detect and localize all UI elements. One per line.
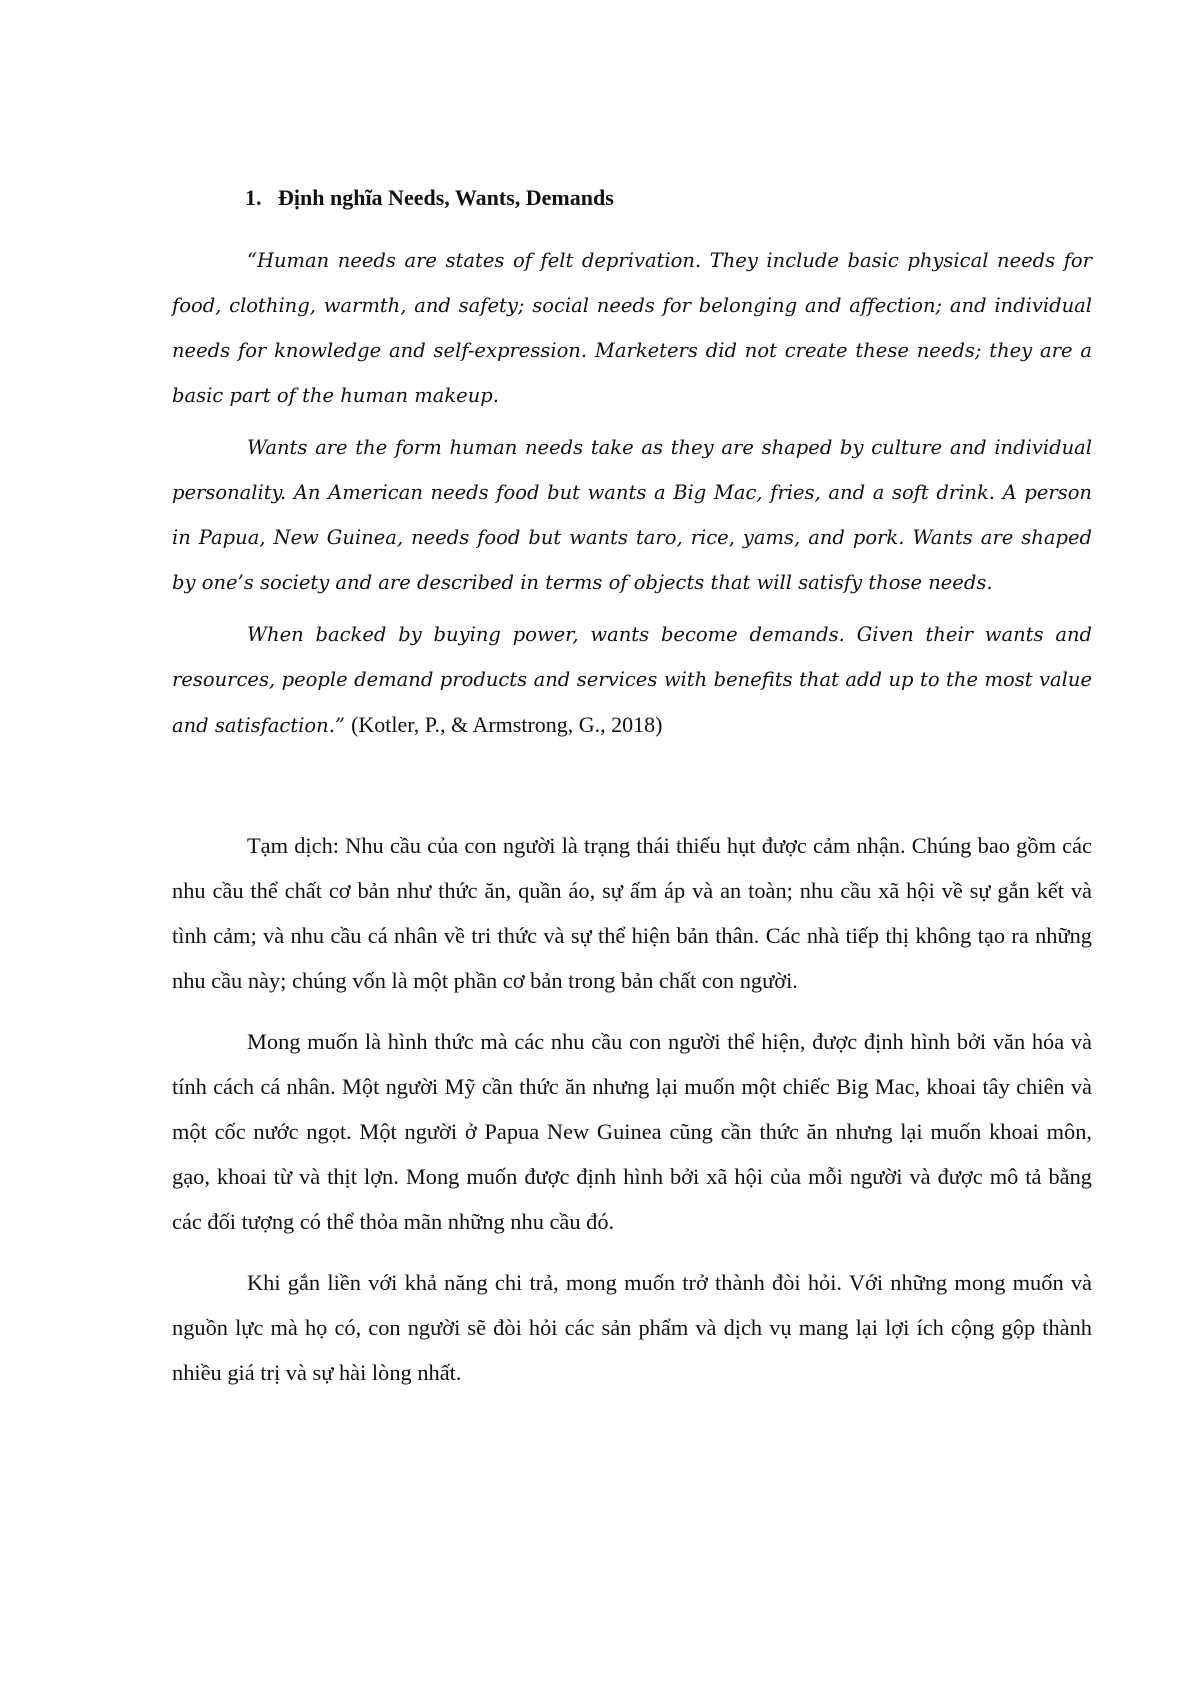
- quote-paragraph-demands: [172, 612, 1092, 748]
- translation-paragraph-wants: Mong muốn là hình thức mà các nhu cầu con người thể hiện, được định hình bởi văn hóa và tính cách cá nhân. Một người Mỹ cần thức ăn nhưng lại muốn một chiếc Big Mac, khoai tây chiên và một cốc nước ngọt. Một người ở Papua New Guinea cũng cần thức ăn nhưng lại muốn khoai môn, gạo, khoai từ và thịt lợn. Mong muốn được định hình bởi xã hội của mỗi người và được mô tả bằng các đối tượng có thể thỏa mãn những nhu cầu đó.: [172, 1029, 1092, 1234]
- quote-paragraph-wants: Wants are the form human needs take as they are shaped by culture and individual personality. An American needs food but wants a Big Mac, fries, and a soft drink. A person in Papua, New Guinea, needs food but wants taro, rice, yams, and pork. Wants are shaped by one’s society and are described in terms of objects that will satisfy those needs.: [172, 436, 1092, 594]
- translation-paragraph-needs: Tạm dịch: Nhu cầu của con người là trạng thái thiếu hụt được cảm nhận. Chúng bao gồm các nhu cầu thể chất cơ bản như thức ăn, quần áo, sự ấm áp và an toàn; nhu cầu xã hội về sự gắn kết và tình cảm; và nhu cầu cá nhân về tri thức và sự thể hiện bản thân. Các nhà tiếp thị không tạo ra những nhu cầu này; chúng vốn là một phần cơ bản trong bản chất con người.: [172, 833, 1092, 993]
- quote-paragraph-needs: “Human needs are states of felt deprivation. They include basic physical needs for food, clothing, warmth, and safety; social needs for belonging and affection; and individual needs for knowledge and self-expression. Marketers did not create these needs; they are a basic part of the human makeup.: [172, 249, 1092, 407]
- section-heading: [245, 183, 614, 213]
- english-quote: [172, 238, 1092, 748]
- quote-citation: (Kotler, P., & Armstrong, G., 2018): [351, 712, 663, 737]
- vietnamese-translation: [172, 823, 1092, 1395]
- translation-paragraph-demands: Khi gắn liền với khả năng chi trả, mong muốn trở thành đòi hỏi. Với những mong muốn và nguồn lực mà họ có, con người sẽ đòi hỏi các sản phẩm và dịch vụ mang lại lợi ích cộng gộp thành nhiều giá trị và sự hài lòng nhất.: [172, 1270, 1092, 1385]
- section-title: Định nghĩa Needs, Wants, Demands: [278, 185, 614, 210]
- quote-demands-text: When backed by buying power, wants become demands. Given their wants and resources, people demand products and services with benefits that add up to the most value and satisfaction.”: [172, 623, 1092, 737]
- section-number: 1.: [245, 185, 262, 210]
